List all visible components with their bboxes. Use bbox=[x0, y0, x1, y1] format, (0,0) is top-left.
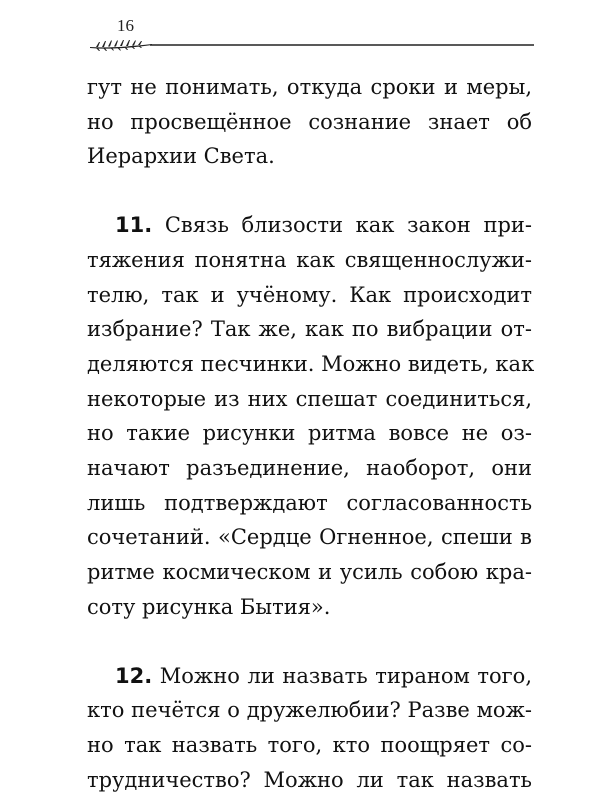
paragraph-11 bbox=[87, 208, 535, 624]
text-line: кто печётся о дружелюбии? Разве мож- bbox=[87, 698, 532, 723]
paragraph-number: 11. bbox=[115, 213, 153, 238]
paragraph-continued bbox=[87, 70, 532, 174]
text-line: Связь близости как закон при- bbox=[164, 213, 532, 238]
text-line: Можно ли назвать тираном того, bbox=[159, 663, 532, 688]
text-line: телю, так и учёному. Как происходит bbox=[87, 282, 532, 307]
paragraph-gap bbox=[87, 174, 532, 208]
page-body-text bbox=[87, 70, 535, 797]
text-line: деляются песчинки. Можно видеть, как bbox=[87, 351, 535, 376]
text-line: но просвещённое сознание знает об bbox=[87, 109, 532, 134]
text-line: некоторые из них спешат соединиться, bbox=[87, 386, 532, 411]
text-line: избрание? Так же, как по вибрации от- bbox=[87, 317, 532, 342]
text-line-first bbox=[87, 208, 532, 243]
text-line: лишь подтверждают согласованность bbox=[87, 490, 532, 515]
text-line: Иерархии Света. bbox=[87, 144, 275, 169]
paragraph-number: 12. bbox=[115, 663, 153, 688]
text-line: сочетаний. «Сердце Огненное, спеши в bbox=[87, 525, 532, 550]
text-line: но так назвать того, кто поощряет со- bbox=[87, 732, 532, 757]
text-line: гут не понимать, откуда сроки и меры, bbox=[87, 75, 532, 99]
page-number: 16 bbox=[117, 16, 134, 35]
text-line: но такие рисунки ритма вовсе не оз- bbox=[87, 421, 532, 446]
text-line: трудничество? Можно ли так назвать bbox=[87, 767, 532, 792]
header-ornament-divider bbox=[86, 36, 536, 52]
text-line: тяжения понятна как священнослужи- bbox=[87, 247, 532, 272]
text-line: ритме космическом и усиль собою кра- bbox=[87, 560, 532, 585]
paragraph-12 bbox=[87, 659, 532, 797]
text-line: начают разъединение, наоборот, они bbox=[87, 456, 532, 481]
paragraph-gap bbox=[87, 625, 532, 659]
text-line-first bbox=[87, 659, 532, 694]
text-line: соту рисунка Бытия». bbox=[87, 594, 331, 619]
